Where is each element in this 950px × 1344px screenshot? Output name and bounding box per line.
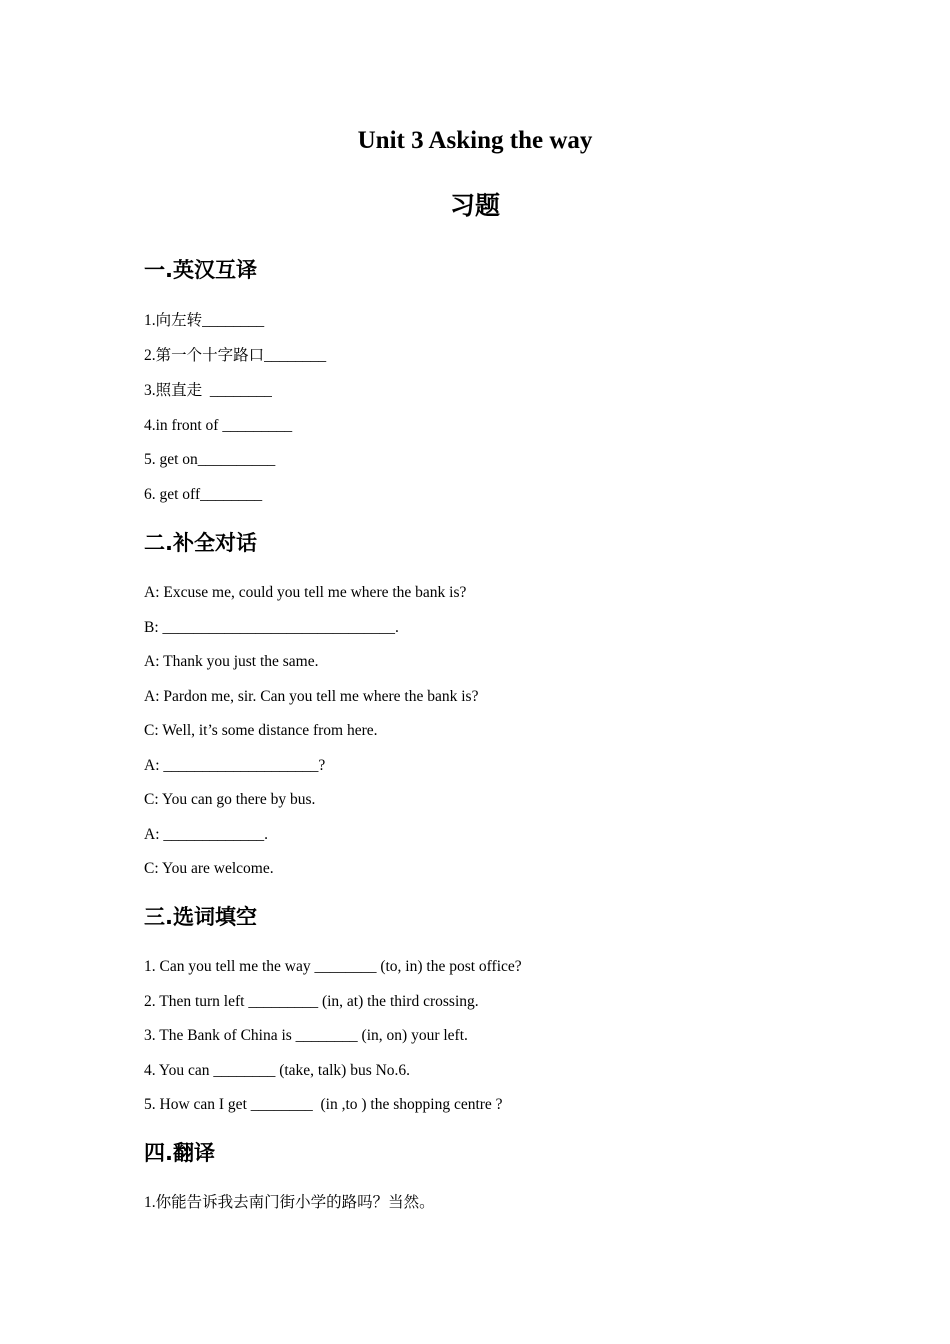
exercise-item: 3. The Bank of China is ________ (in, on) your left.	[144, 1027, 468, 1044]
dialogue-line: C: You can go there by bus.	[144, 791, 316, 808]
dialogue-line: B: ______________________________.	[144, 619, 399, 636]
dialogue-line: A: Thank you just the same.	[144, 653, 319, 670]
section-heading-dialogue: 二.补全对话	[144, 531, 257, 555]
exercise-item: 1. Can you tell me the way ________ (to, in) the post office?	[144, 958, 522, 975]
page-subtitle: 习题	[449, 191, 500, 220]
exercise-item: 2.第一个十字路口________	[144, 347, 327, 364]
dialogue-line: C: You are welcome.	[144, 860, 274, 877]
section-heading-translate: 四.翻译	[144, 1141, 215, 1165]
exercise-item: 5. get on__________	[144, 451, 276, 468]
exercise-item: 1.向左转________	[144, 312, 265, 329]
dialogue-line: A: ____________________?	[144, 757, 326, 774]
exercise-item: 2. Then turn left _________ (in, at) the third crossing.	[144, 993, 479, 1010]
dialogue-line: C: Well, it’s some distance from here.	[144, 722, 378, 739]
section-heading-translation: 一.英汉互译	[144, 258, 257, 282]
dialogue-line: A: Excuse me, could you tell me where the bank is?	[144, 584, 467, 601]
exercise-item: 3.照直走 ________	[144, 382, 272, 399]
dialogue-line: A: Pardon me, sir. Can you tell me where the bank is?	[144, 688, 479, 705]
exercise-item: 6. get off________	[144, 486, 263, 503]
exercise-item: 4.in front of _________	[144, 417, 293, 434]
exercise-item: 1.你能告诉我去南门街小学的路吗？当然。	[144, 1194, 435, 1211]
dialogue-line: A: _____________.	[144, 826, 268, 843]
section-heading-fill-blanks: 三.选词填空	[144, 905, 257, 929]
exercise-item: 4. You can ________ (take, talk) bus No.6.	[144, 1062, 411, 1079]
page-title: Unit 3 Asking the way	[357, 127, 593, 154]
exercise-item: 5. How can I get ________ (in ,to ) the shopping centre ?	[144, 1096, 503, 1113]
